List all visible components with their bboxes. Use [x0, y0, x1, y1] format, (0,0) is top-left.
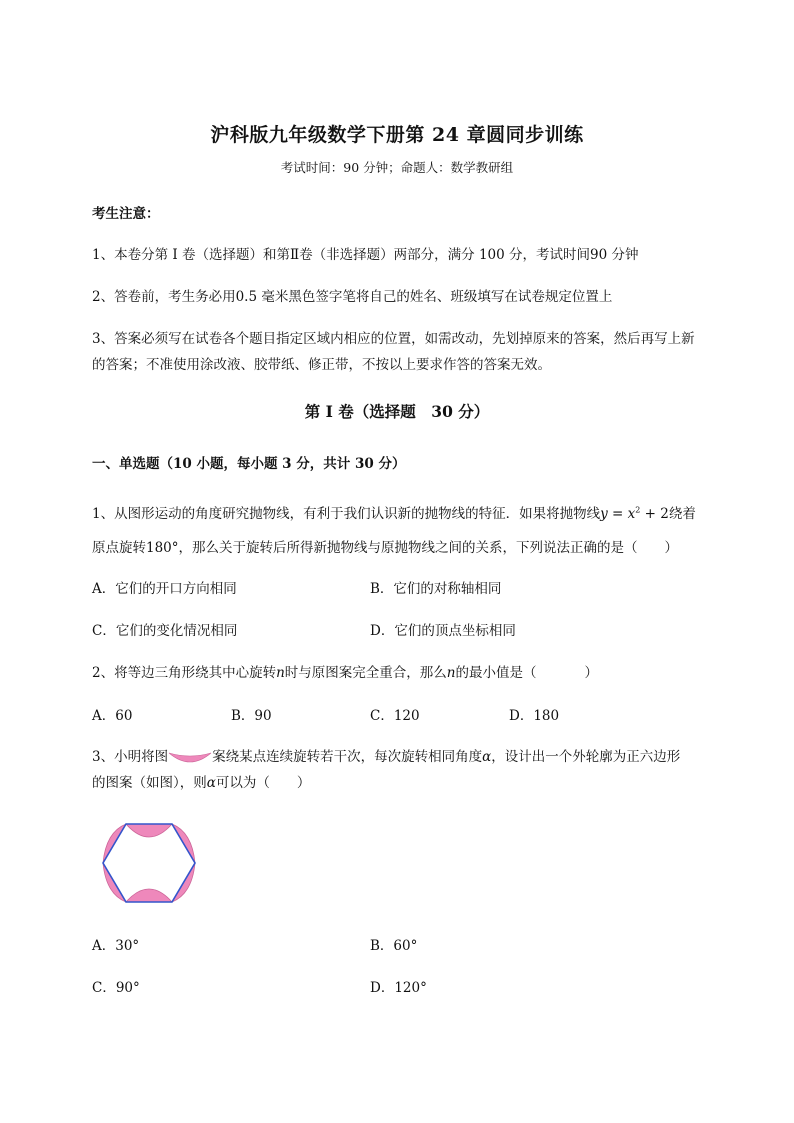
q3-option-c: C．90°	[92, 980, 140, 996]
q2-text-b: 时与原图案完全重合，那么	[284, 665, 447, 681]
page-subtitle: 考试时间：90 分钟；命题人：数学教研组	[280, 160, 514, 175]
semicircle-figure	[168, 751, 212, 765]
question-2	[92, 661, 598, 681]
q2-text-c: 的最小值是（	[455, 665, 537, 681]
q1-eq-y: y	[600, 506, 608, 522]
q1-option-a: A．它们的开口方向相同	[92, 581, 237, 597]
question-3-line-2	[92, 771, 310, 791]
hexagon-petal-top	[126, 824, 172, 837]
q3-line2-a: 的图案（如图），则	[92, 775, 207, 791]
q3-var-alpha: α	[482, 749, 492, 765]
semicircle-shape	[169, 753, 211, 762]
q2-var-n: n	[276, 665, 285, 681]
q1-eq-x: x	[627, 506, 636, 522]
q3-option-b: B．60°	[370, 938, 418, 954]
q1-text-b: 绕着	[668, 506, 696, 522]
notice-item-2: 2、答卷前，考生务必用0.5 毫米黑色签字笔将自己的姓名、班级填写在试卷规定位置上	[92, 289, 613, 305]
question-1-line-2: 原点旋转180°，那么关于旋转后所得新抛物线与原抛物线之间的关系，下列说法正确的是（ ）	[92, 540, 679, 556]
question-3-line-1	[92, 745, 680, 765]
q3-option-a: A．30°	[92, 938, 140, 954]
q1-option-b: B．它们的对称轴相同	[370, 581, 502, 597]
q1-option-d: D．它们的顶点坐标相同	[370, 623, 516, 639]
q2-option-a: A．60	[92, 708, 133, 724]
q1-eq-equals: =	[607, 506, 628, 522]
hexagon-figure	[98, 820, 200, 906]
section-title: 第 I 卷（选择题 30 分）	[304, 402, 490, 421]
notice-item-3: 3、答案必须写在试卷各个题目指定区域内相应的位置，如需改动，先划掉原来的答案，然后再写上新	[92, 331, 695, 347]
q2-text-d: ）	[584, 665, 598, 681]
q1-text-a: 1、从图形运动的角度研究抛物线，有利于我们认识新的抛物线的特征．如果将抛物线	[92, 506, 601, 522]
part-heading: 一、单选题（10 小题，每小题 3 分，共计 30 分）	[92, 456, 406, 472]
q2-option-b: B．90	[231, 708, 272, 724]
q3-var-alpha-2: α	[206, 775, 216, 791]
q3-text-c: ，设计出一个外轮廓为正六边形	[491, 749, 681, 765]
notice-item-1: 1、本卷分第 I 卷（选择题）和第Ⅱ卷（非选择题）两部分，满分 100 分，考试时间90 分钟	[92, 247, 639, 263]
q2-option-c: C．120	[370, 708, 420, 724]
question-1-line-1	[92, 502, 696, 522]
hexagon-petal-bottom	[126, 889, 172, 902]
q1-eq-rest: + 2	[640, 506, 669, 522]
page-title: 沪科版九年级数学下册第 24 章圆同步训练	[210, 124, 584, 146]
q2-var-n-2: n	[446, 665, 456, 681]
q3-line2-b: 可以为（ ）	[215, 775, 311, 791]
q3-option-d: D．120°	[370, 980, 427, 996]
q1-eq-exponent: 2	[635, 505, 641, 515]
notice-item-3-cont: 的答案；不准使用涂改液、胶带纸、修正带，不按以上要求作答的答案无效。	[92, 357, 551, 373]
q3-text-a: 3、小明将图	[92, 749, 169, 765]
notice-heading: 考生注意：	[92, 206, 160, 222]
q2-option-d: D．180	[509, 708, 560, 724]
q1-option-c: C．它们的变化情况相同	[92, 623, 238, 639]
q3-text-b: 案绕某点连续旋转若干次，每次旋转相同角度	[212, 749, 483, 765]
q2-text-a: 2、将等边三角形绕其中心旋转	[92, 665, 277, 681]
